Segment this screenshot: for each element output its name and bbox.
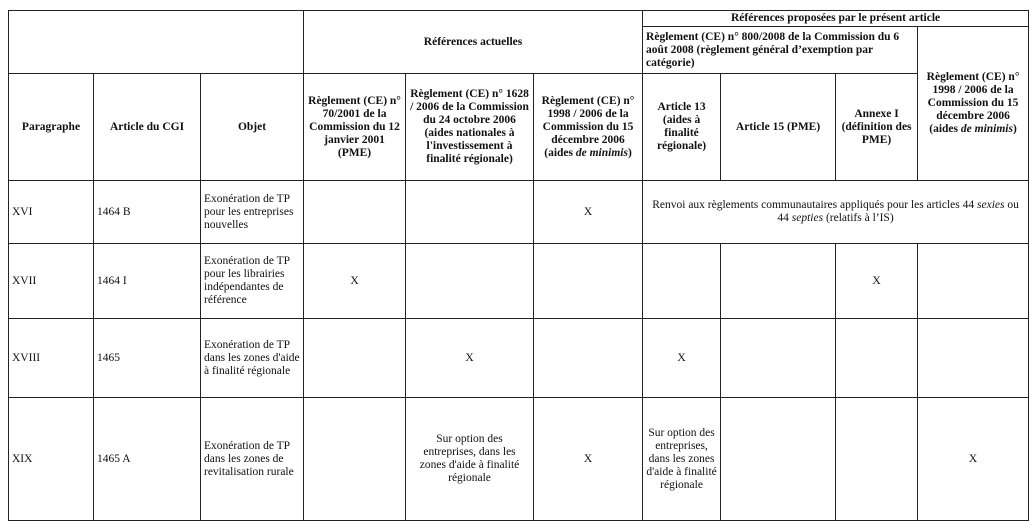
cell-article-15 <box>721 398 836 521</box>
cell-1998-2006 <box>534 319 643 398</box>
cell-1998-2006: X <box>534 181 643 244</box>
references-table <box>8 10 1029 521</box>
table-row <box>9 244 1029 319</box>
cell-annexe-1 <box>836 319 918 398</box>
cell-paragraphe: XVI <box>9 181 94 244</box>
cell-article-15 <box>721 319 836 398</box>
header-reg-1998-2006: Règlement (CE) n° 1998 / 2006 de la Commission du 15 décembre 2006 (aides de minimis) <box>534 74 643 181</box>
header-reg-800-2008: Règlement (CE) n° 800/2008 de la Commission du 6 août 2008 (règlement général d’exemption par catégorie) <box>643 27 918 74</box>
header-paragraphe: Paragraphe <box>9 74 94 181</box>
header-objet: Objet <box>201 74 304 181</box>
cell-1628-2006: X <box>406 319 534 398</box>
cell-article: 1464 I <box>94 244 201 319</box>
header-article-13: Article 13 (aides à finalité régionale) <box>643 74 721 181</box>
group-current-references: Références actuelles <box>304 11 643 74</box>
cell-paragraphe: XVII <box>9 244 94 319</box>
table-row <box>9 398 1029 521</box>
cell-article: 1464 B <box>94 181 201 244</box>
cell-article-15 <box>721 244 836 319</box>
header-reg-70-2001: Règlement (CE) n° 70/2001 de la Commission du 12 janvier 2001 (PME) <box>304 74 406 181</box>
cell-70-2001 <box>304 398 406 521</box>
cell-paragraphe: XIX <box>9 398 94 521</box>
blank-header-cell <box>9 11 304 74</box>
header-reg-1628-2006: Règlement (CE) n° 1628 / 2006 de la Commission du 24 octobre 2006 (aides nationales à l'investissement à finalité régionale) <box>406 74 534 181</box>
cell-objet: Exonération de TP dans les zones d'aide à finalité régionale <box>201 319 304 398</box>
cell-70-2001 <box>304 181 406 244</box>
cell-1998-2006 <box>534 244 643 319</box>
cell-1628-2006 <box>406 244 534 319</box>
cell-renvoi: Renvoi aux règlements communautaires appliqués pour les articles 44 sexies ou 44 septies (relatifs à l’IS) <box>643 181 1029 244</box>
table-row <box>9 319 1029 398</box>
cell-annexe-1: X <box>836 244 918 319</box>
cell-1628-2006: Sur option des entreprises, dans les zones d'aide à finalité régionale <box>406 398 534 521</box>
header-reg-1998-2006-new: Règlement (CE) n° 1998 / 2006 de la Commission du 15 décembre 2006 (aides de minimis) <box>918 27 1029 181</box>
cell-paragraphe: XVIII <box>9 319 94 398</box>
cell-1998-2006-new: X <box>918 398 1029 521</box>
header-article-cgi: Article du CGI <box>94 74 201 181</box>
cell-article: 1465 <box>94 319 201 398</box>
cell-article-13 <box>643 244 721 319</box>
cell-1998-2006: X <box>534 398 643 521</box>
cell-objet: Exonération de TP pour les entreprises nouvelles <box>201 181 304 244</box>
cell-annexe-1 <box>836 398 918 521</box>
cell-article-13: X <box>643 319 721 398</box>
group-proposed-references: Références proposées par le présent article <box>643 11 1029 27</box>
cell-1998-2006-new <box>918 319 1029 398</box>
cell-1628-2006 <box>406 181 534 244</box>
cell-70-2001 <box>304 319 406 398</box>
cell-article-13: Sur option des entreprises, dans les zones d'aide à finalité régionale <box>643 398 721 521</box>
cell-objet: Exonération de TP pour les librairies indépendantes de référence <box>201 244 304 319</box>
table-row <box>9 181 1029 244</box>
cell-1998-2006-new <box>918 244 1029 319</box>
cell-70-2001: X <box>304 244 406 319</box>
cell-article: 1465 A <box>94 398 201 521</box>
header-article-15: Article 15 (PME) <box>721 74 836 181</box>
cell-objet: Exonération de TP dans les zones de revitalisation rurale <box>201 398 304 521</box>
header-annexe-1: Annexe I (définition des PME) <box>836 74 918 181</box>
